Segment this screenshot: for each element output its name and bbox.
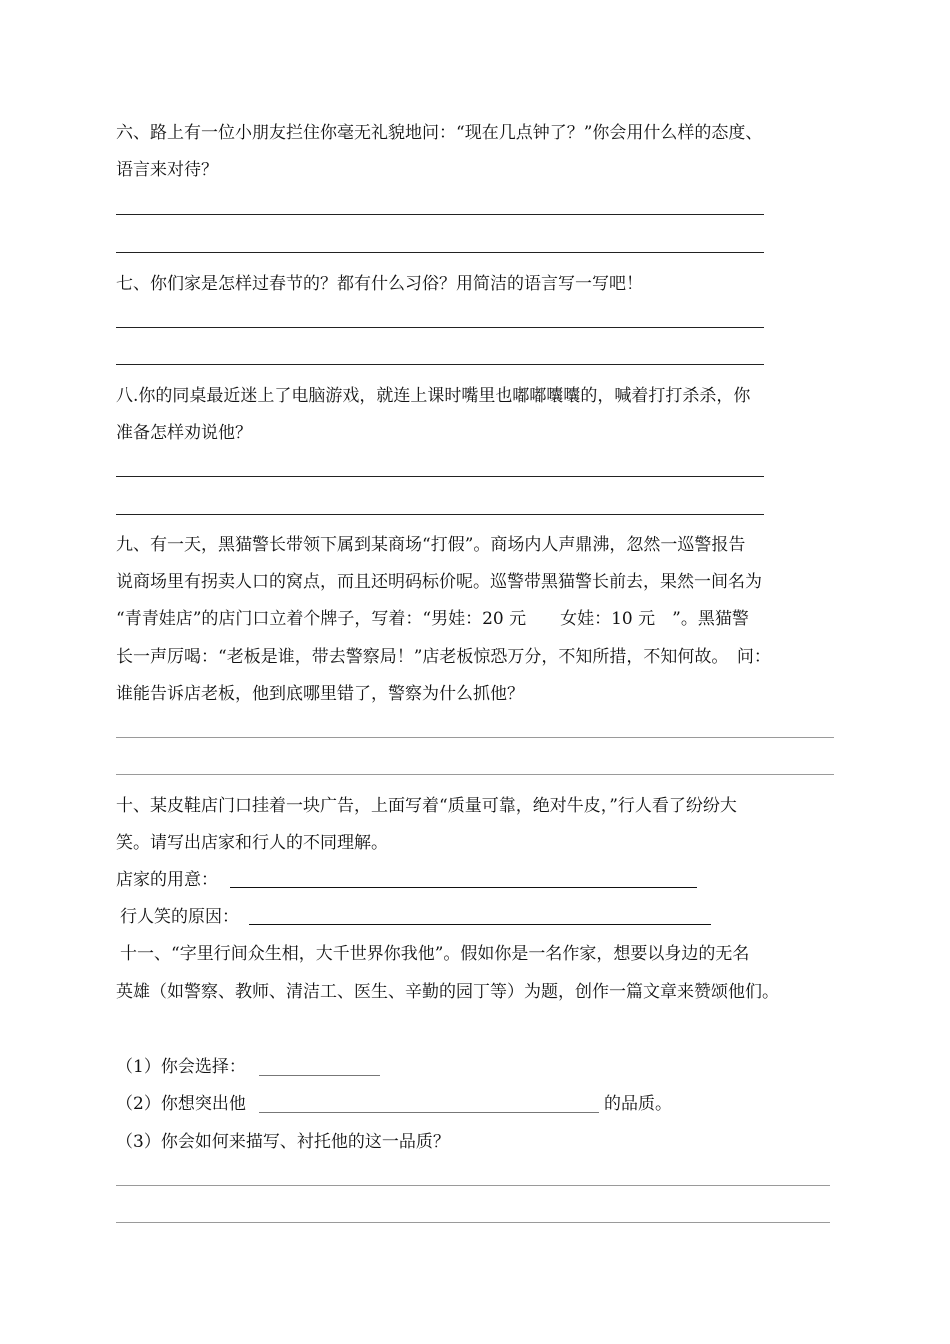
q8-line-1: 八.你的同桌最近迷上了电脑游戏，就连上课时嘴里也嘟嘟囔囔的，喊着打打杀杀，你: [116, 386, 751, 406]
q11-sub-1-label: （1）你会选择：: [116, 1057, 246, 1077]
q6-answer-line-2[interactable]: [116, 252, 764, 253]
q11-sub-2-pre: （2）你想突出他: [116, 1094, 246, 1114]
q6-answer-line-1[interactable]: [116, 214, 764, 215]
q6-line-2: 语言来对待？: [116, 160, 218, 180]
q11-sub-2-post: 的品质。: [604, 1094, 672, 1114]
q7-answer-line-1[interactable]: [116, 327, 764, 328]
q10-shop-label: 店家的用意：: [116, 870, 218, 890]
q11-answer-line-2[interactable]: [116, 1222, 830, 1223]
q9-answer-line-1[interactable]: [116, 737, 834, 738]
q11-line-2: 英雄（如警察、教师、清洁工、医生、辛勤的园丁等）为题，创作一篇文章来赞颂他们。: [116, 982, 779, 1002]
q10-pedestrian-label: 行人笑的原因：: [120, 907, 239, 927]
q9-answer-line-2[interactable]: [116, 774, 834, 775]
q10-shop-answer-line[interactable]: [230, 887, 697, 888]
q9-line-4: 长一声厉喝：“老板是谁，带去警察局！”店老板惊恐万分，不知所措，不知何故。 问：: [116, 647, 771, 667]
q11-answer-line-1[interactable]: [116, 1185, 830, 1186]
q7-text: 七、你们家是怎样过春节的？都有什么习俗？用简洁的语言写一写吧！: [116, 274, 643, 294]
q10-pedestrian-answer-line[interactable]: [249, 924, 711, 925]
q10-line-1: 十、某皮鞋店门口挂着一块广告，上面写着“质量可靠，绝对牛皮，”行人看了纷纷大: [116, 796, 737, 816]
q9-line-2: 说商场里有拐卖人口的窝点，而且还明码标价呢。巡警带黑猫警长前去，果然一间名为: [116, 572, 762, 592]
q11-line-1: 十一、“字里行间众生相，大千世界你我他”。假如你是一名作家，想要以身边的无名: [120, 944, 750, 964]
q8-line-2: 准备怎样劝说他？: [116, 423, 252, 443]
q8-answer-line-1[interactable]: [116, 476, 764, 477]
q11-sub-2-answer-line[interactable]: [259, 1112, 599, 1113]
q6-line-1: 六、路上有一位小朋友拦住你毫无礼貌地问：“现在几点钟了？”你会用什么样的态度、: [116, 123, 763, 143]
q11-sub-3: （3）你会如何来描写、衬托他的这一品质？: [116, 1132, 450, 1152]
q9-line-1: 九、有一天，黑猫警长带领下属到某商场“打假”。商场内人声鼎沸，忽然一巡警报告: [116, 535, 746, 555]
q11-sub-1-answer-line[interactable]: [259, 1075, 380, 1076]
q9-line-5: 谁能告诉店老板，他到底哪里错了，警察为什么抓他？: [116, 684, 524, 704]
q9-line-3: “青青娃店”的店门口立着个牌子，写着：“男娃：20 元 女娃：10 元 ”。黑猫警: [116, 609, 749, 629]
q10-line-2: 笑。请写出店家和行人的不同理解。: [116, 833, 388, 853]
q8-answer-line-2[interactable]: [116, 514, 764, 515]
q7-answer-line-2[interactable]: [116, 364, 764, 365]
